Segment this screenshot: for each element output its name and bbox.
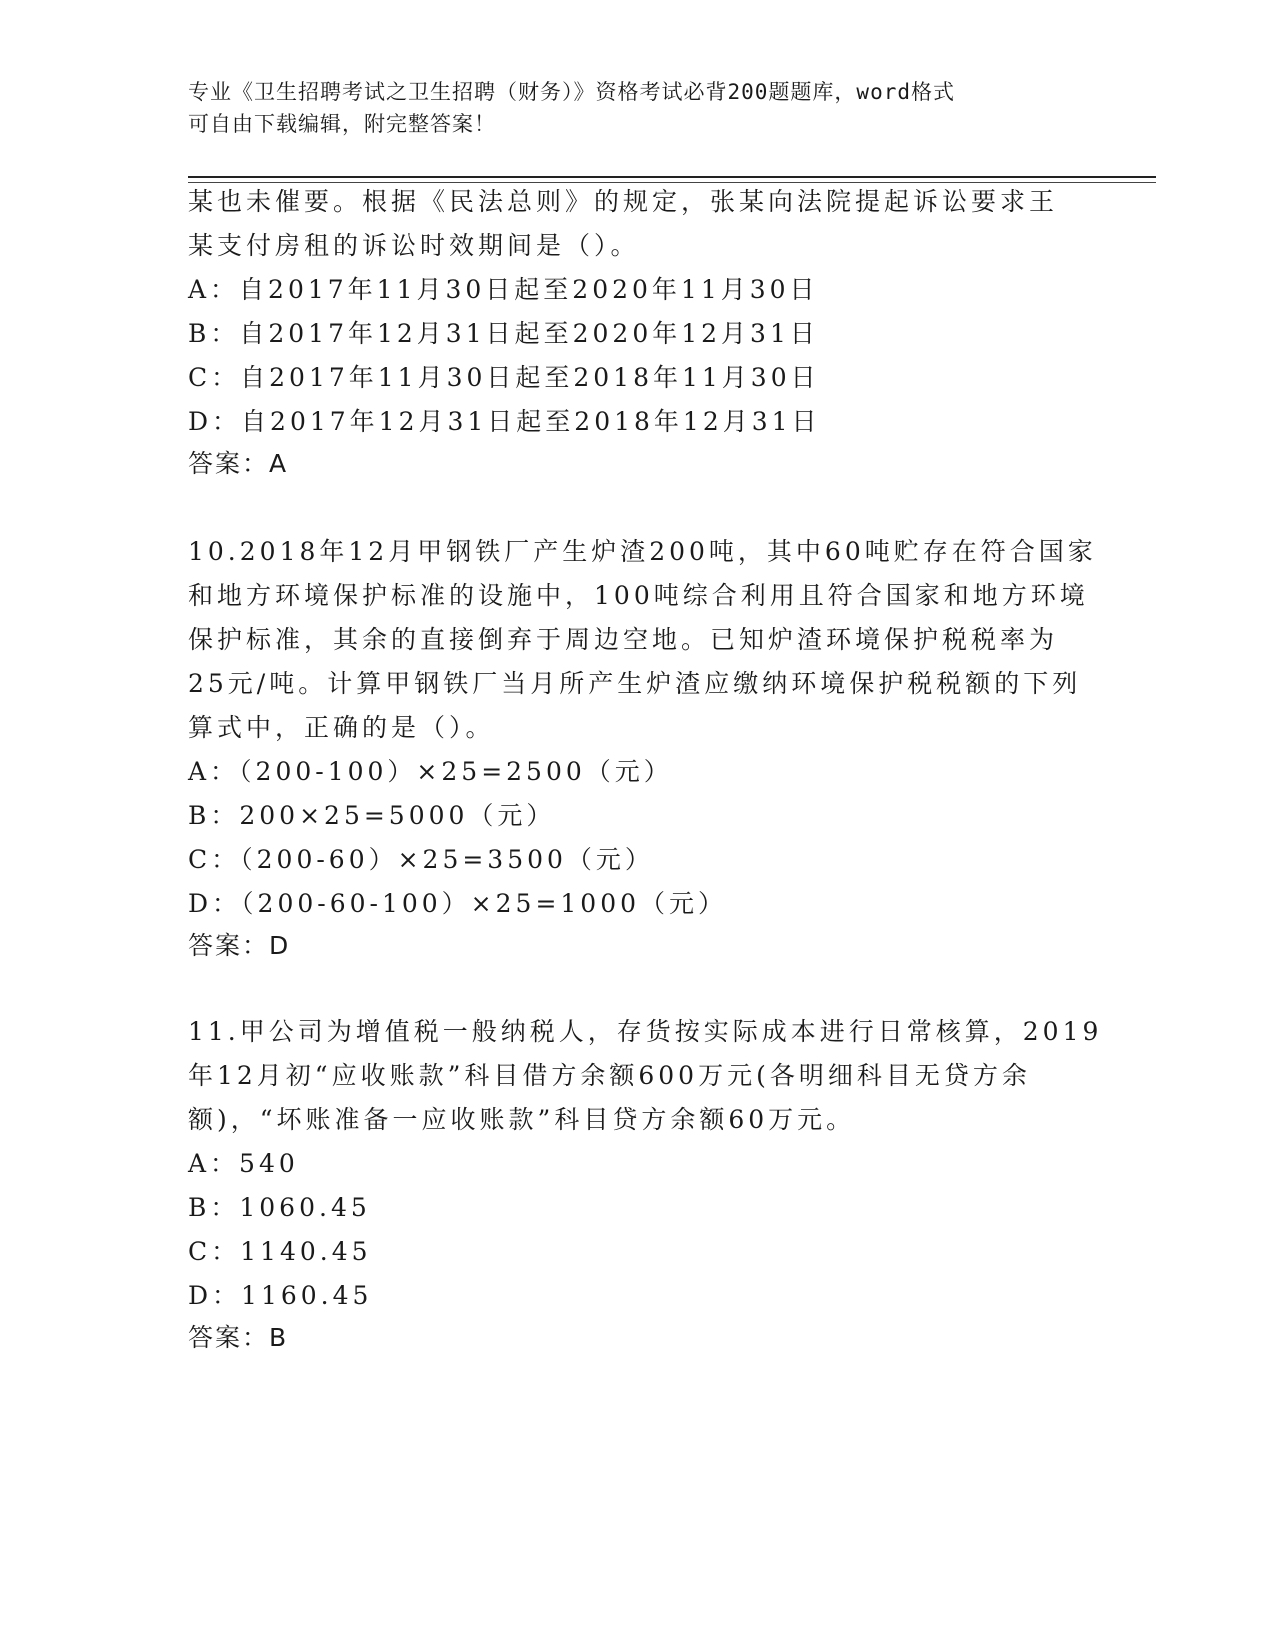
q10-stem-line-2: 和地方环境保护标准的设施中，100吨综合利用且符合国家和地方环境 bbox=[188, 581, 1089, 610]
q10-option-b: B：200×25=5000（元） bbox=[188, 801, 556, 830]
q10-stem-line-4: 25元/吨。计算甲钢铁厂当月所产生炉渣应缴纳环境保护税税额的下列 bbox=[188, 669, 1082, 698]
q11-stem-line-1: 11.甲公司为增值税一般纳税人，存货按实际成本进行日常核算，2019 bbox=[188, 1017, 1103, 1046]
q10-stem-line-3: 保护标准，其余的直接倒弃于周边空地。已知炉渣环境保护税税率为 bbox=[188, 625, 1059, 654]
q11-option-c: C：1140.45 bbox=[188, 1237, 372, 1266]
q9-option-a: A：自2017年11月30日起至2020年11月30日 bbox=[188, 275, 819, 304]
q11-stem-line-2: 年12月初“应收账款”科目借方余额600万元(各明细科目无贷方余 bbox=[188, 1061, 1031, 1090]
document-header bbox=[188, 76, 1088, 140]
q9-option-d: D：自2017年12月31日起至2018年12月31日 bbox=[188, 407, 821, 436]
header-divider-thick bbox=[188, 176, 1156, 178]
q11-answer: 答案：B bbox=[188, 1323, 289, 1352]
q9-option-c: C：自2017年11月30日起至2018年11月30日 bbox=[188, 363, 820, 392]
q9-option-b: B：自2017年12月31日起至2020年12月31日 bbox=[188, 319, 819, 348]
q11-option-a: A：540 bbox=[188, 1149, 299, 1178]
q10-option-d: D：（200-60-100）×25=1000（元） bbox=[188, 889, 728, 918]
q10-stem-line-5: 算式中，正确的是（）。 bbox=[188, 713, 495, 742]
header-line-2: 可自由下载编辑，附完整答案！ bbox=[188, 112, 496, 136]
q11-option-d: D：1160.45 bbox=[188, 1281, 373, 1310]
q9-stem-line-1: 某也未催要。根据《民法总则》的规定，张某向法院提起诉讼要求王 bbox=[188, 187, 1059, 216]
q9-answer: 答案：A bbox=[188, 449, 289, 478]
q9-stem-line-2: 某支付房租的诉讼时效期间是（）。 bbox=[188, 231, 640, 260]
q10-option-a: A：（200-100）×25=2500（元） bbox=[188, 757, 673, 786]
header-line-1: 专业《卫生招聘考试之卫生招聘（财务）》资格考试必背200题题库，word格式 bbox=[188, 80, 955, 104]
q10-answer: 答案：D bbox=[188, 931, 291, 960]
q10-stem-line-1: 10.2018年12月甲钢铁厂产生炉渣200吨，其中60吨贮存在符合国家 bbox=[188, 537, 1097, 566]
header-divider-thin bbox=[188, 182, 1156, 183]
q10-option-c: C：（200-60）×25=3500（元） bbox=[188, 845, 654, 874]
q11-option-b: B：1060.45 bbox=[188, 1193, 371, 1222]
q11-stem-line-3: 额)，“坏账准备一应收账款”科目贷方余额60万元。 bbox=[188, 1105, 856, 1134]
